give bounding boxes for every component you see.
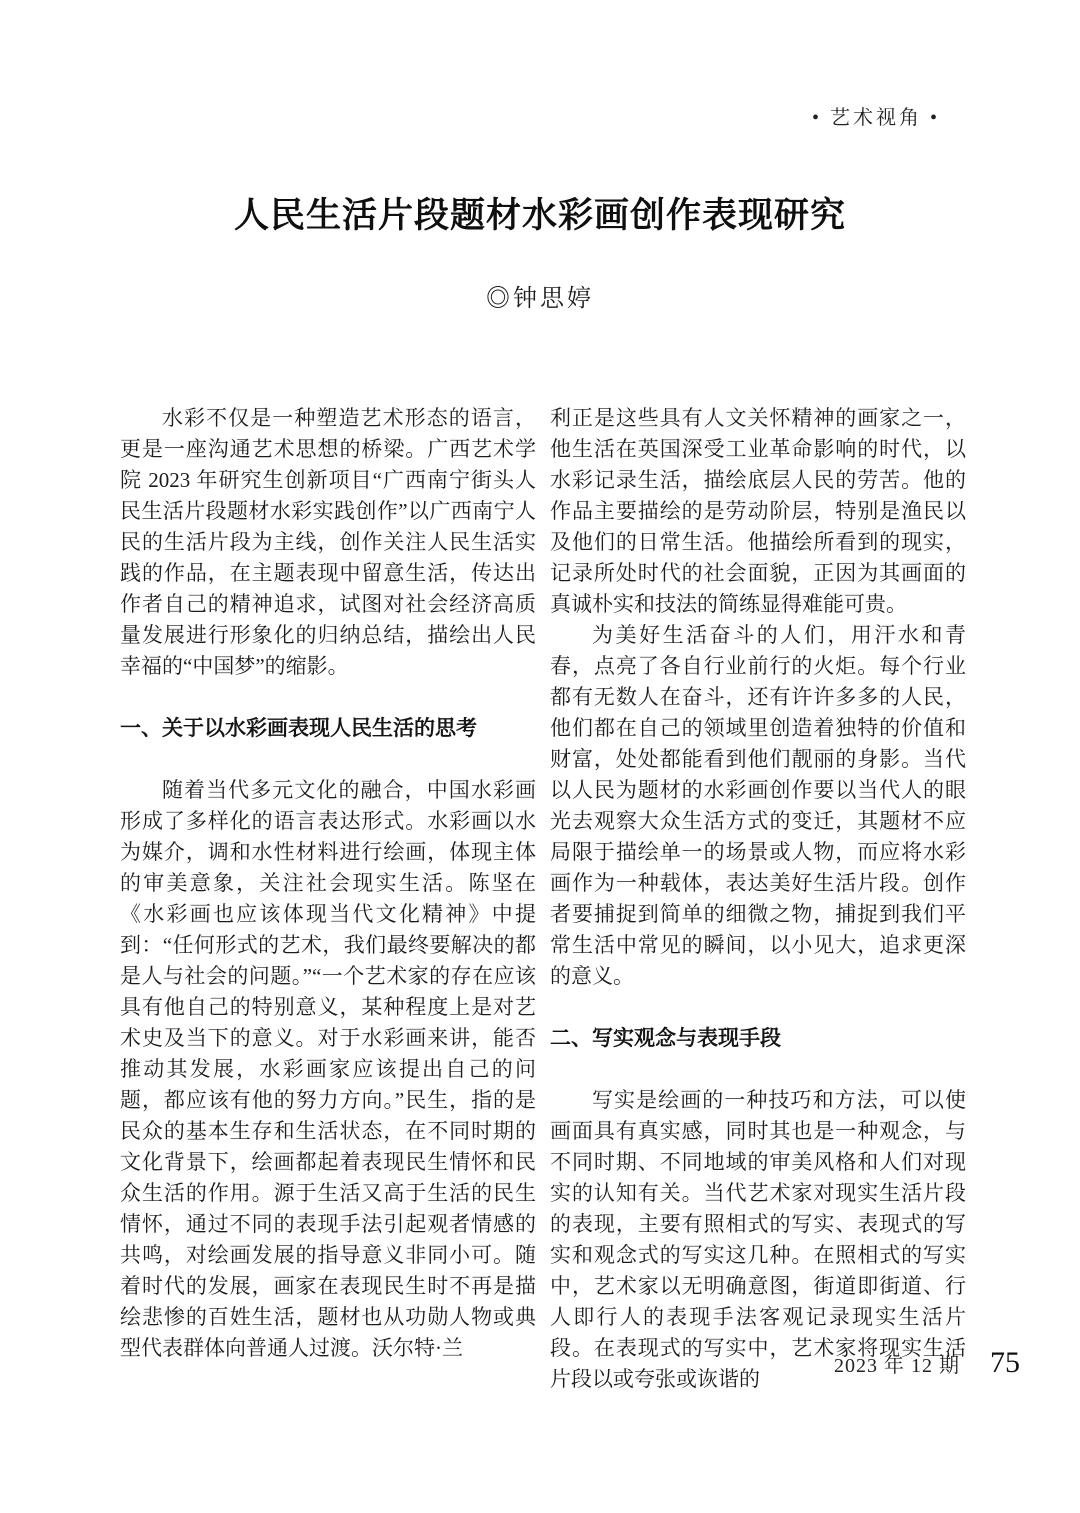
- paragraph-section-1: 随着当代多元文化的融合，中国水彩画形成了多样化的语言表达形式。水彩画以水为媒介，调和水性材料进行绘画，体现主体的审美意象，关注社会现实生活。陈坚在《水彩画也应该体现当代文化精神》中提到：“任何形式的艺术，我们最终要解决的都是人与社会的问题。”“一个艺术家的存在应该具有他自己的特别意义，某种程度上是对艺术史及当下的意义。对于水彩画来讲，能否推动其发展，水彩画家应该提出自己的问题，都应该有他的努力方向。”民生，指的是民众的基本生存和生活状态，在不同时期的文化背景下，绘画都起着表现民生情怀和民众生活的作用。源于生活又高于生活的民生情怀，通过不同的表现手法引起观者情感的共鸣，对绘画发展的指导意义非同小可。随着时代的发展，画家在表现民生时不再是描绘悲惨的百姓生活，题材也从功勋人物或典型代表群体向普通人过渡。沃尔特·兰: [120, 778, 536, 1360]
- paragraph-intro: 水彩不仅是一种塑造艺术形态的语言，更是一座沟通艺术思想的桥梁。广西艺术学院 2023 年研究生创新项目“广西南宁街头人民生活片段题材水彩实践创作”以广西南宁人民的生活片段为主线，创作关注人民生活实践的作品，在主题表现中留意生活，传达出作者自己的精神追求，试图对社会经济高质量发展进行形象化的归纳总结，描绘出人民幸福的“中国梦”的缩影。: [120, 406, 536, 678]
- column-section-label: • 艺术视角 •: [811, 107, 940, 129]
- article-title: 人民生活片段题材水彩画创作表现研究: [233, 196, 846, 235]
- paragraph-section-1-b: 为美好生活奋斗的人们，用汗水和青春，点亮了各自行业前行的火炬。每个行业都有无数人在奋斗，还有许许多多的人民，他们都在自己的领域里创造着独特的价值和财富，处处都能看到他们靓丽的身影。当代以人民为题材的水彩画创作要以当代人的眼光去观察大众生活方式的变迁，其题材不应局限于描绘单一的场景或人物，而应将水彩画作为一种载体，表达美好生活片段。创作者要捕捉到简单的细微之物，捕捉到我们平常生活中常见的瞬间，以小见大，追求更深的意义。: [550, 623, 966, 988]
- section-heading-2: 二、写实观念与表现手段: [550, 1026, 781, 1050]
- section-heading-1: 一、关于以水彩画表现人民生活的思考: [120, 716, 477, 740]
- article-body: [120, 403, 966, 1395]
- paragraph-section-1-continued: 利正是这些具有人文关怀精神的画家之一，他生活在英国深受工业革命影响的时代，以水彩记录生活，描绘底层人民的劳苦。他的作品主要描绘的是劳动阶层，特别是渔民以及他们的日常生活。他描绘所看到的现实，记录所处时代的社会面貌，正因为其画面的真诚朴实和技法的简练显得难能可贵。: [550, 406, 966, 616]
- left-column: [120, 403, 536, 1395]
- right-column: [550, 403, 966, 1395]
- page-number: 75: [990, 1346, 1020, 1379]
- issue-label: 2023 年 12 期: [834, 1355, 960, 1377]
- paragraph-section-2: 写实是绘画的一种技巧和方法，可以使画面具有真实感，同时其也是一种观念，与不同时期、不同地域的审美风格和人们对现实的认知有关。当代艺术家对现实生活片段的表现，主要有照相式的写实、表现式的写实和观念式的写实这几种。在照相式的写实中，艺术家以无明确意图，街道即街道、行人即行人的表现手法客观记录现实生活片段。在表现式的写实中，艺术家将现实生活片段以或夸张或诙谐的: [550, 1088, 966, 1391]
- page-footer: [834, 1346, 1020, 1380]
- article-author: ◎钟思婷: [486, 286, 594, 312]
